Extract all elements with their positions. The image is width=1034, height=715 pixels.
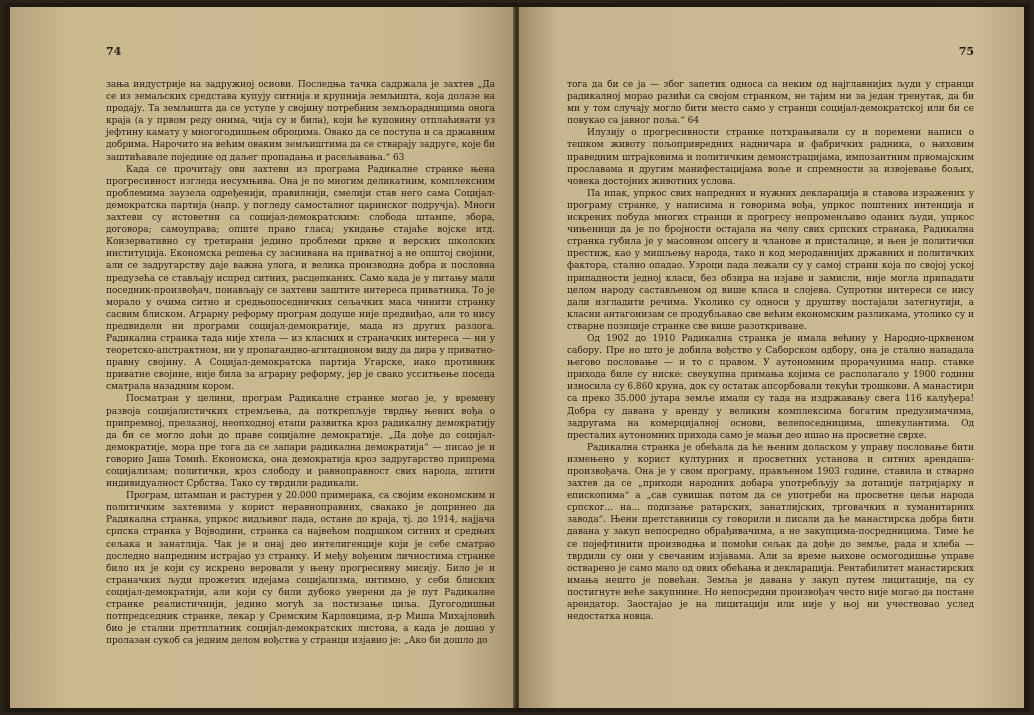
paragraph: Па ипак, упркос свих напредних и нужних декларација и ставова изражених у програму странке, у написима и говорима вођа, упркос поштених интенција и искрених побуда многих странци и прогресу непроменљиво оданих људи, упркос чињеници да је по бројности остајала на челу свих српских странака, Радикална странка губила је у масовном опсегу и чланове и присталице, и њен је политички престиж, као у мишљењу народа, тако и код меродавнијих државних и политичких фактора, стално опадао. Узроци пада лежали су у самој страни која по својој уској припадности једној класи, без обзира на изјаве и замисли, није могла припадати целом народу састављеном од више класа и слојева. Супротни интереси се нису дали изгладити речима. Уколико су односи у друштву постајали затегнутији, а класни антагонизам се продубљавао све већим економским разликама, утолико су и стварне позиције странке све више разоткриване. xyxy=(567,188,974,332)
page-number: 75 xyxy=(958,45,974,58)
paragraph: Илузију о прогресивности странке потхрањивали су и поремени написи о тешком животу пољопривредних надничара и фабричких радника, о њиховим праведним штрајковима и политичким демонстрацијама, импозантним првомајским прославама и другим манифестацијама воље и спремности за извојевање бољих, човека достојних животних услова. xyxy=(567,128,974,187)
paragraph: Када се прочитају ови захтеви из програма Радикалне странке њена прогресивност изгледа несумњива. Она је по многим деликатним, комплексним проблемима заузела одређенији, правилнији, смелији став него сама Социјал-демократска партија (напр. у погледу самосталног царинског подручја). Многи захтеви су истоветни са социјал-демократским: слобода штампе, збора, договора; самоуправа; опште право гласа; укидање стајаће војске итд. Конзервативно су третирани једино проблеми цркве и верских школских институција. Економска решења су заснивана на приватној а не општој својини, али се задругарству даје важна улога, и велика производна добра и пословна предузећа се стављају испред ситних, расцепканих. Само када је у питању мали поседник-произвођач, понављају се захтеви заштите интереса приватника. То је морало у очима ситно и средњопоседничких сељачких маса чинити странку сасвим блиском. Аграрну реформу програм додуше није предвиђао, али то нису предвидели ни програми социјал-демократије, мада из других разлога. Радикална странка тада није хтела — из класних и страначких интереса — ни у теоретско-апстрактном, ни у пропагандно-агитационом виду да дира у приватно-правну својину. А Социјал-демократска партија Угарске, иако противник приватне својине, није била за аграрну реформу, јер је свако усситњење поседа сматрала назадним кором. xyxy=(106,164,495,393)
paragraph: тога да би се ја — због запетих односа са неким од најглавнијих људи у странци радикалној морао разићи са својом странком, не тајим ни за један тренутак, да би ми у том случају могло бити место само у странци социјал-демократској или би се повукао са јавног поља.“ 64 xyxy=(567,80,974,127)
page-text xyxy=(106,79,495,647)
paragraph: зања индустрије на задружној основи. Последња тачка садржала је захтев „Да се из земаљских средстава купују ситнија и крупнија земљишта, која долазе на продају. Та земљишта да се уступе у својину потребним земљорадницима онога краја (а у првом реду онима, чија су и била), који ће куповину отплаћивати уз јефтину камату у многогодишњем оброцима. Овако да се поступа и са државним добрима. Нарочито на већим оваким земљиштима да се стварају задруге, које би заштићавале поједине од даљег пропадања и расељавања.“ 63 xyxy=(106,80,495,163)
paragraph: Радикална странка је обећала да ће њеним доласком у управу пословање бити измењено у корист културних и просветних установа и ситних арендаша-произвођача. Она је у свом програму, прављеном 1903 године, ставила и стварно захтев да се „приходи народних добара употребљују за дотације патријарху и епископима“ а „сав сувишак потом да се употреби на просветне цељи народа српског... на... подизање ратарских, занатлијских, трговачких и хуманитарних завода“. Њени претставници су говорили и писали да ће манастирска добра бити давана у закуп непосредно обрађивачима, а не закупцима-посредницима. Тиме ће се појефтинити производња и помоћи сељак да дође до земље, рада и хлеба — тврдили су они у свечаним изјавама. Али за време њихове осмогодишње управе остварено је само мало од ових обећања и декларација. Рентабилитет манастирских имања нешто је повећан. Земља је давана у закуп путем лицитације, па су постигнуте веће закупнине. Но непосредни произвођач често није могао да постане арендатор. Заостајао је на лицитацији или није у њој ни учествовао услед недостатка новца. xyxy=(567,442,974,623)
paragraph: Од 1902 до 1910 Радикална странка је имала већину у Народно-црквеном сабору. Пре но што је добила вођство у Саборском одбору, она је стално нападала његово пословање — и то с правом. У аутономним прорачунима напр. ставке прихода биле су ниске: свеукупна примања којима се располагало у 1900 години износила су 6.860 круна, док су остатак апсорбовали текући трошкови. А манастири са преко 35.000 јутара земље имали су тада на издржавању свега 116 калуђера! Добра су давана у аренду у великим комплексима богатим предузимачима, задругама на комерцијалној основи, велепоседницима, шпекулантима. Од престалих аутономних прихода само је мањи део ишао на просветне сврхе. xyxy=(567,333,974,441)
right-page xyxy=(519,7,1024,708)
paragraph: Програм, штампан и растурен у 20.000 примерака, са својим економским и политичким захтевима у корист неравноправних, свакако је допринео да Радикална странка, упркос видљивог пада, остане до краја, тј. до 1914, најјача српска странка у Војводини, странка са највећом подршком ситних и средњих сељака и занатлија. Чак је и онај део интелигенције који је себе сматрао доследно напредним истрајао уз странку. И међу вођеним личностима странке било их је који су искрено веровали у њену прогресивну мисију. Било је и страначких људи прожетих идејама социјализма, интимно, у себи блиских социјал-демократији, али који су били дубоко уверени да је пут Радикалне странке реалистичнији, једино могућ за постизање циља. Дугогодишњи потпредседник странке, лекар у Сремским Карловцима, д-р Миша Михајловић био је стални претплатник социјал-демократских листова, а када је дошао у пролазан сукоб са једним делом вођства у странци изјавио је: „Ако би дошло до xyxy=(106,491,495,647)
page-number: 74 xyxy=(106,45,122,58)
open-book xyxy=(4,3,1030,712)
left-page xyxy=(10,7,515,708)
paragraph: Посматран у целини, програм Радикалне странке могао је, у времену развоја социјалистичких стремљења, да поткрепљује тврдњу њених вођа о припремној, прелазној, неопходној етапи развитка кроз радикалну демократију да би се могло доћи до праве социјалне демократије. „Да дође до социјал-демократије, мора пре тога да се запари радикална демократија“ — писао је и говорио Јаша Томић. Економска, она демократија кроз задругарство припрема социјализам; политички, кроз слободу и равноправност свих народа, штити индивидуалност Србства. Тако су тврдили радикали. xyxy=(106,394,495,490)
page-text xyxy=(567,79,974,623)
